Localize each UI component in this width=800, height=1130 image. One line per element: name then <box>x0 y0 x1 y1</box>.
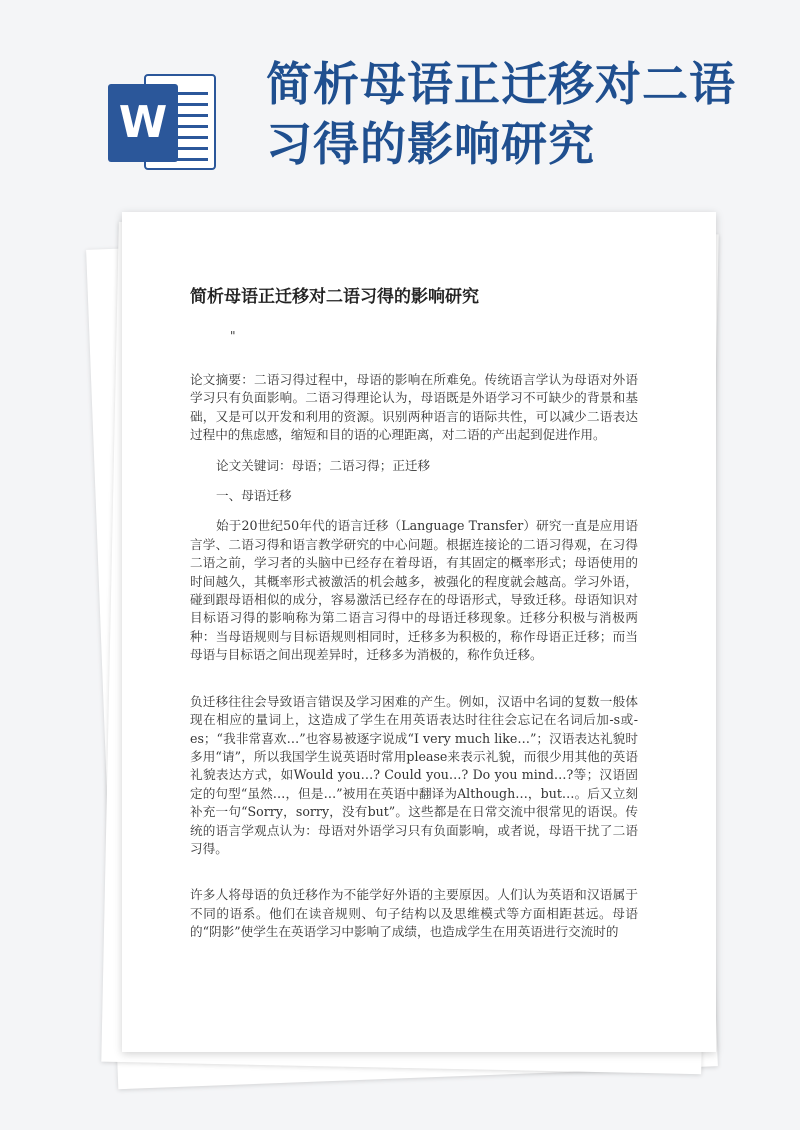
word-badge: W <box>108 84 178 162</box>
word-document-icon <box>108 70 220 174</box>
banner <box>0 0 800 200</box>
document-title: 简析母语正迁移对二语习得的影响研究 <box>190 287 479 307</box>
body-paragraph: 始于20世纪50年代的语言迁移（Language Transfer）研究一直是应用语言学、二语习得和语言教学研究的中心问题。根据连接论的二语习得观，在习得二语之前，学习者的头脑中已经存在着母语，有其固定的概率形式；母语使用的时间越久，其概率形式被激活的机会越多，被强化的程度就会越高。学习外语，碰到跟母语相似的成分，容易激活已经存在的母语形式，导致迁移。母语知识对目标语习得的影响称为第二语言习得中的母语迁移现象。迁移分积极与消极两种：当母语规则与目标语规则相同时，迁移多为积极的，称作母语正迁移；而当母语与目标语之间出现差异时，迁移多为消极的，称作负迁移。 <box>190 518 638 663</box>
section-heading: 一、母语迁移 <box>216 488 292 504</box>
body-paragraph: 负迁移往往会导致语言错误及学习困难的产生。例如，汉语中名词的复数一般体现在相应的量词上，这造成了学生在用英语表达时往往会忘记在名词后加-s或-es；“我非常喜欢…”也容易被逐字说成“I very much like…”；汉语表达礼貌时多用“请”，所以我国学生说英语时常用please来表示礼貌，而很少用其他的英语礼貌表达方式，如Would you…? Could you…? Do you mind…?等；汉语固定的句型“虽然…，但是…”被用在英语中翻译为Although…，but…。后又立刻补充一句“Sorry，sorry，没有but”。这些都是在日常交流中很常见的语误。传统的语言学观点认为：母语对外语学习只有负面影响，或者说，母语干扰了二语习得。 <box>190 693 638 856</box>
keywords-line: 论文关键词：母语；二语习得；正迁移 <box>216 457 431 473</box>
body-paragraph: 许多人将母语的负迁移作为不能学好外语的主要原因。人们认为英语和汉语属于不同的语系。他们在读音规则、句子结构以及思维模式等方面相距甚远。母语的“阴影”使学生在英语学习中影响了成绩，也造成学生在用英语进行交流时的 <box>190 887 638 940</box>
banner-title: 简析母语正迁移对二语习得的影响研究 <box>266 57 736 171</box>
document-page <box>122 212 716 1052</box>
quote-mark: " <box>230 329 236 343</box>
document-content <box>190 282 638 954</box>
abstract-paragraph: 论文摘要：二语习得过程中，母语的影响在所难免。传统语言学认为母语对外语学习只有负面影响。二语习得理论认为，母语既是外语学习不可缺少的背景和基础，又是可以开发和利用的资源。识别两种语言的语际共性，可以减少二语表达过程中的焦虑感，缩短和目的语的心理距离，对二语的产出起到促进作用。 <box>190 372 638 443</box>
